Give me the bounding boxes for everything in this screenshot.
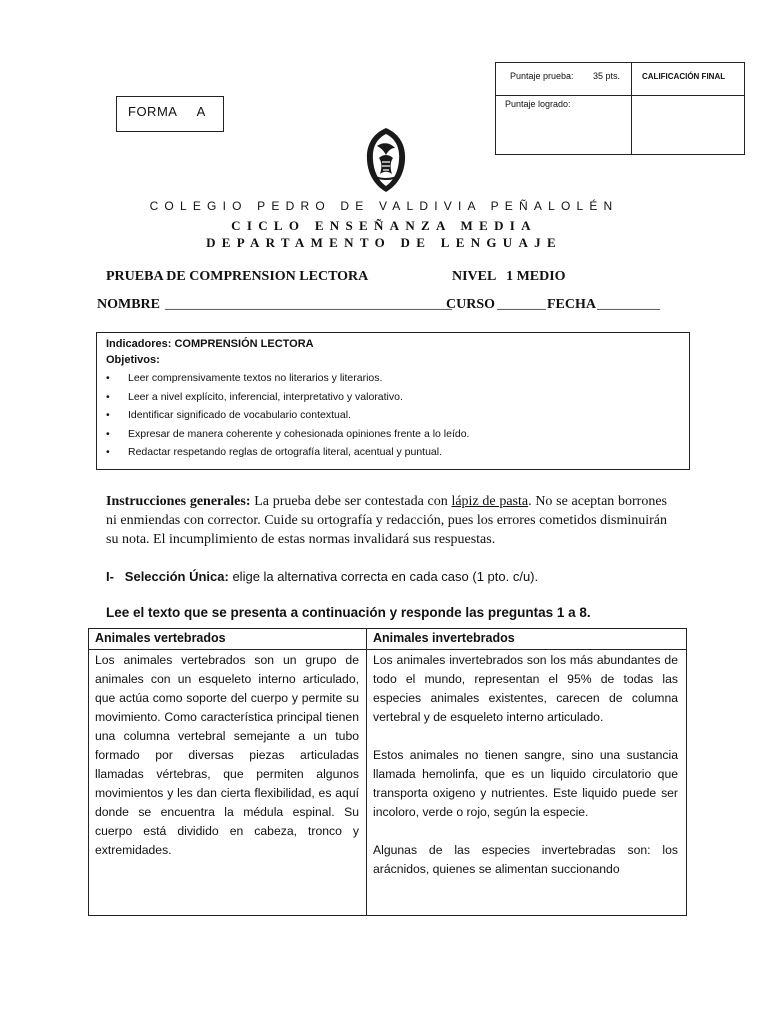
list-item [106,407,469,426]
objective-text: Redactar respetando reglas de ortografía literal, acentual y puntual. [128,446,443,458]
col2-cell [373,651,678,898]
col2-paragraph-3: Algunas de las especies invertebradas son: los arácnidos, quienes se alimentan succionando [373,843,678,876]
instructions-text-1: La prueba debe ser contestada con [250,494,452,509]
reading-lead: Lee el texto que se presenta a continuación y responde las preguntas 1 a 8. [106,605,591,620]
test-level: NIVEL 1 MEDIO [452,269,566,284]
col1-header: Animales vertebrados [95,631,226,645]
list-item [106,444,469,463]
puntaje-logrado-cell [496,95,632,154]
cycle-name: CICLO ENSEÑANZA MEDIA [231,218,537,233]
forma-box [116,96,224,132]
col2-header: Animales invertebrados [373,631,515,645]
nombre-field[interactable]: _________________________________________ [165,297,452,312]
forma-label: FORMA A [128,104,206,119]
score-box [495,62,745,155]
department-name: DEPARTAMENTO DE LENGUAJE [206,235,562,250]
objectives-list [106,370,469,463]
animals-table [88,628,687,916]
bullet: • [106,390,110,403]
indicators-box [96,332,690,470]
instructions-label: Instrucciones generales: [106,494,251,509]
puntaje-prueba-value: 35 pts. [593,71,621,81]
list-item [106,389,469,408]
objective-text: Identificar significado de vocabulario contextual. [128,409,351,421]
col2-paragraph-1: Los animales invertebrados son los más abundantes de todo el mundo, representan el 95% de todas las especies animales existentes, carecen de columna vertebral y de esqueleto interno articulado. [373,653,678,724]
section-number: I- [106,569,114,584]
calificacion-cell [631,63,744,96]
fecha-field[interactable]: _________ [597,297,660,312]
section-i [106,569,538,584]
objective-text: Leer comprensivamente textos no literarios y literarios. [128,372,383,384]
objectives-title: Objetivos: [106,354,160,366]
curso-field[interactable]: _______ [497,297,546,312]
col2-paragraph-2: Estos animales no tienen sangre, sino una sustancia llamada hemolinfa, que es un liquido circulatorio que transporta oxigeno y nutrientes. Este liquido puede ser incoloro, verde o rojo, según la especie. [373,748,678,819]
puntaje-logrado-label: Puntaje logrado: [505,99,571,109]
bullet: • [106,372,110,384]
calificacion-label: CALIFICACIÓN FINAL [642,72,726,81]
puntaje-prueba-cell [496,63,632,96]
table-column-divider [366,629,367,915]
indicators-title: Indicadores: COMPRENSIÓN LECTORA [106,338,314,350]
test-title: PRUEBA DE COMPRENSION LECTORA [106,269,369,284]
objective-text: Leer a nivel explícito, inferencial, interpretativo y valorativo. [128,390,403,403]
nombre-label: NOMBRE [97,297,160,312]
puntaje-prueba-label: Puntaje prueba: [510,71,574,81]
school-logo-icon [364,126,408,194]
curso-label: CURSO [446,297,496,312]
section-text: elige la alternativa correcta en cada caso (1 pto. c/u). [228,569,539,584]
table-header-divider [89,649,686,650]
list-item [106,370,469,389]
objective-text: Expresar de manera coherente y cohesionada opiniones frente a lo leído. [128,427,470,440]
bullet: • [106,446,110,458]
section-label: Selección Única: [124,569,229,584]
bullet: • [106,427,110,440]
school-name: COLEGIO PEDRO DE VALDIVIA PEÑALOLÉN [149,199,619,213]
fecha-label: FECHA [547,297,596,312]
list-item [106,426,469,445]
general-instructions [106,492,667,549]
instructions-underline: lápiz de pasta [451,494,529,509]
bullet: • [106,409,110,421]
col1-text: Los animales vertebrados son un grupo de animales con un esqueleto interno articulado, que actúa como soporte del cuerpo y permite su movimiento. Como característica principal tienen una columna vertebral semejante a un tubo formado por diversas piezas articuladas llamadas vértebras, que permiten algunos movimientos y les dan cierta flexibilidad, es aquí donde se encuentra la médula espinal. Su cuerpo está dividido en cabeza, tronco y extremidades. [95,653,359,857]
instructions-text-2: . No se aceptan borrones ni enmiendas con corrector. Cuide su ortografía y redacción, pues los errores cometidos disminuirán su nota. El incumplimiento de estas normas invalidará sus respuestas. [106,494,667,547]
